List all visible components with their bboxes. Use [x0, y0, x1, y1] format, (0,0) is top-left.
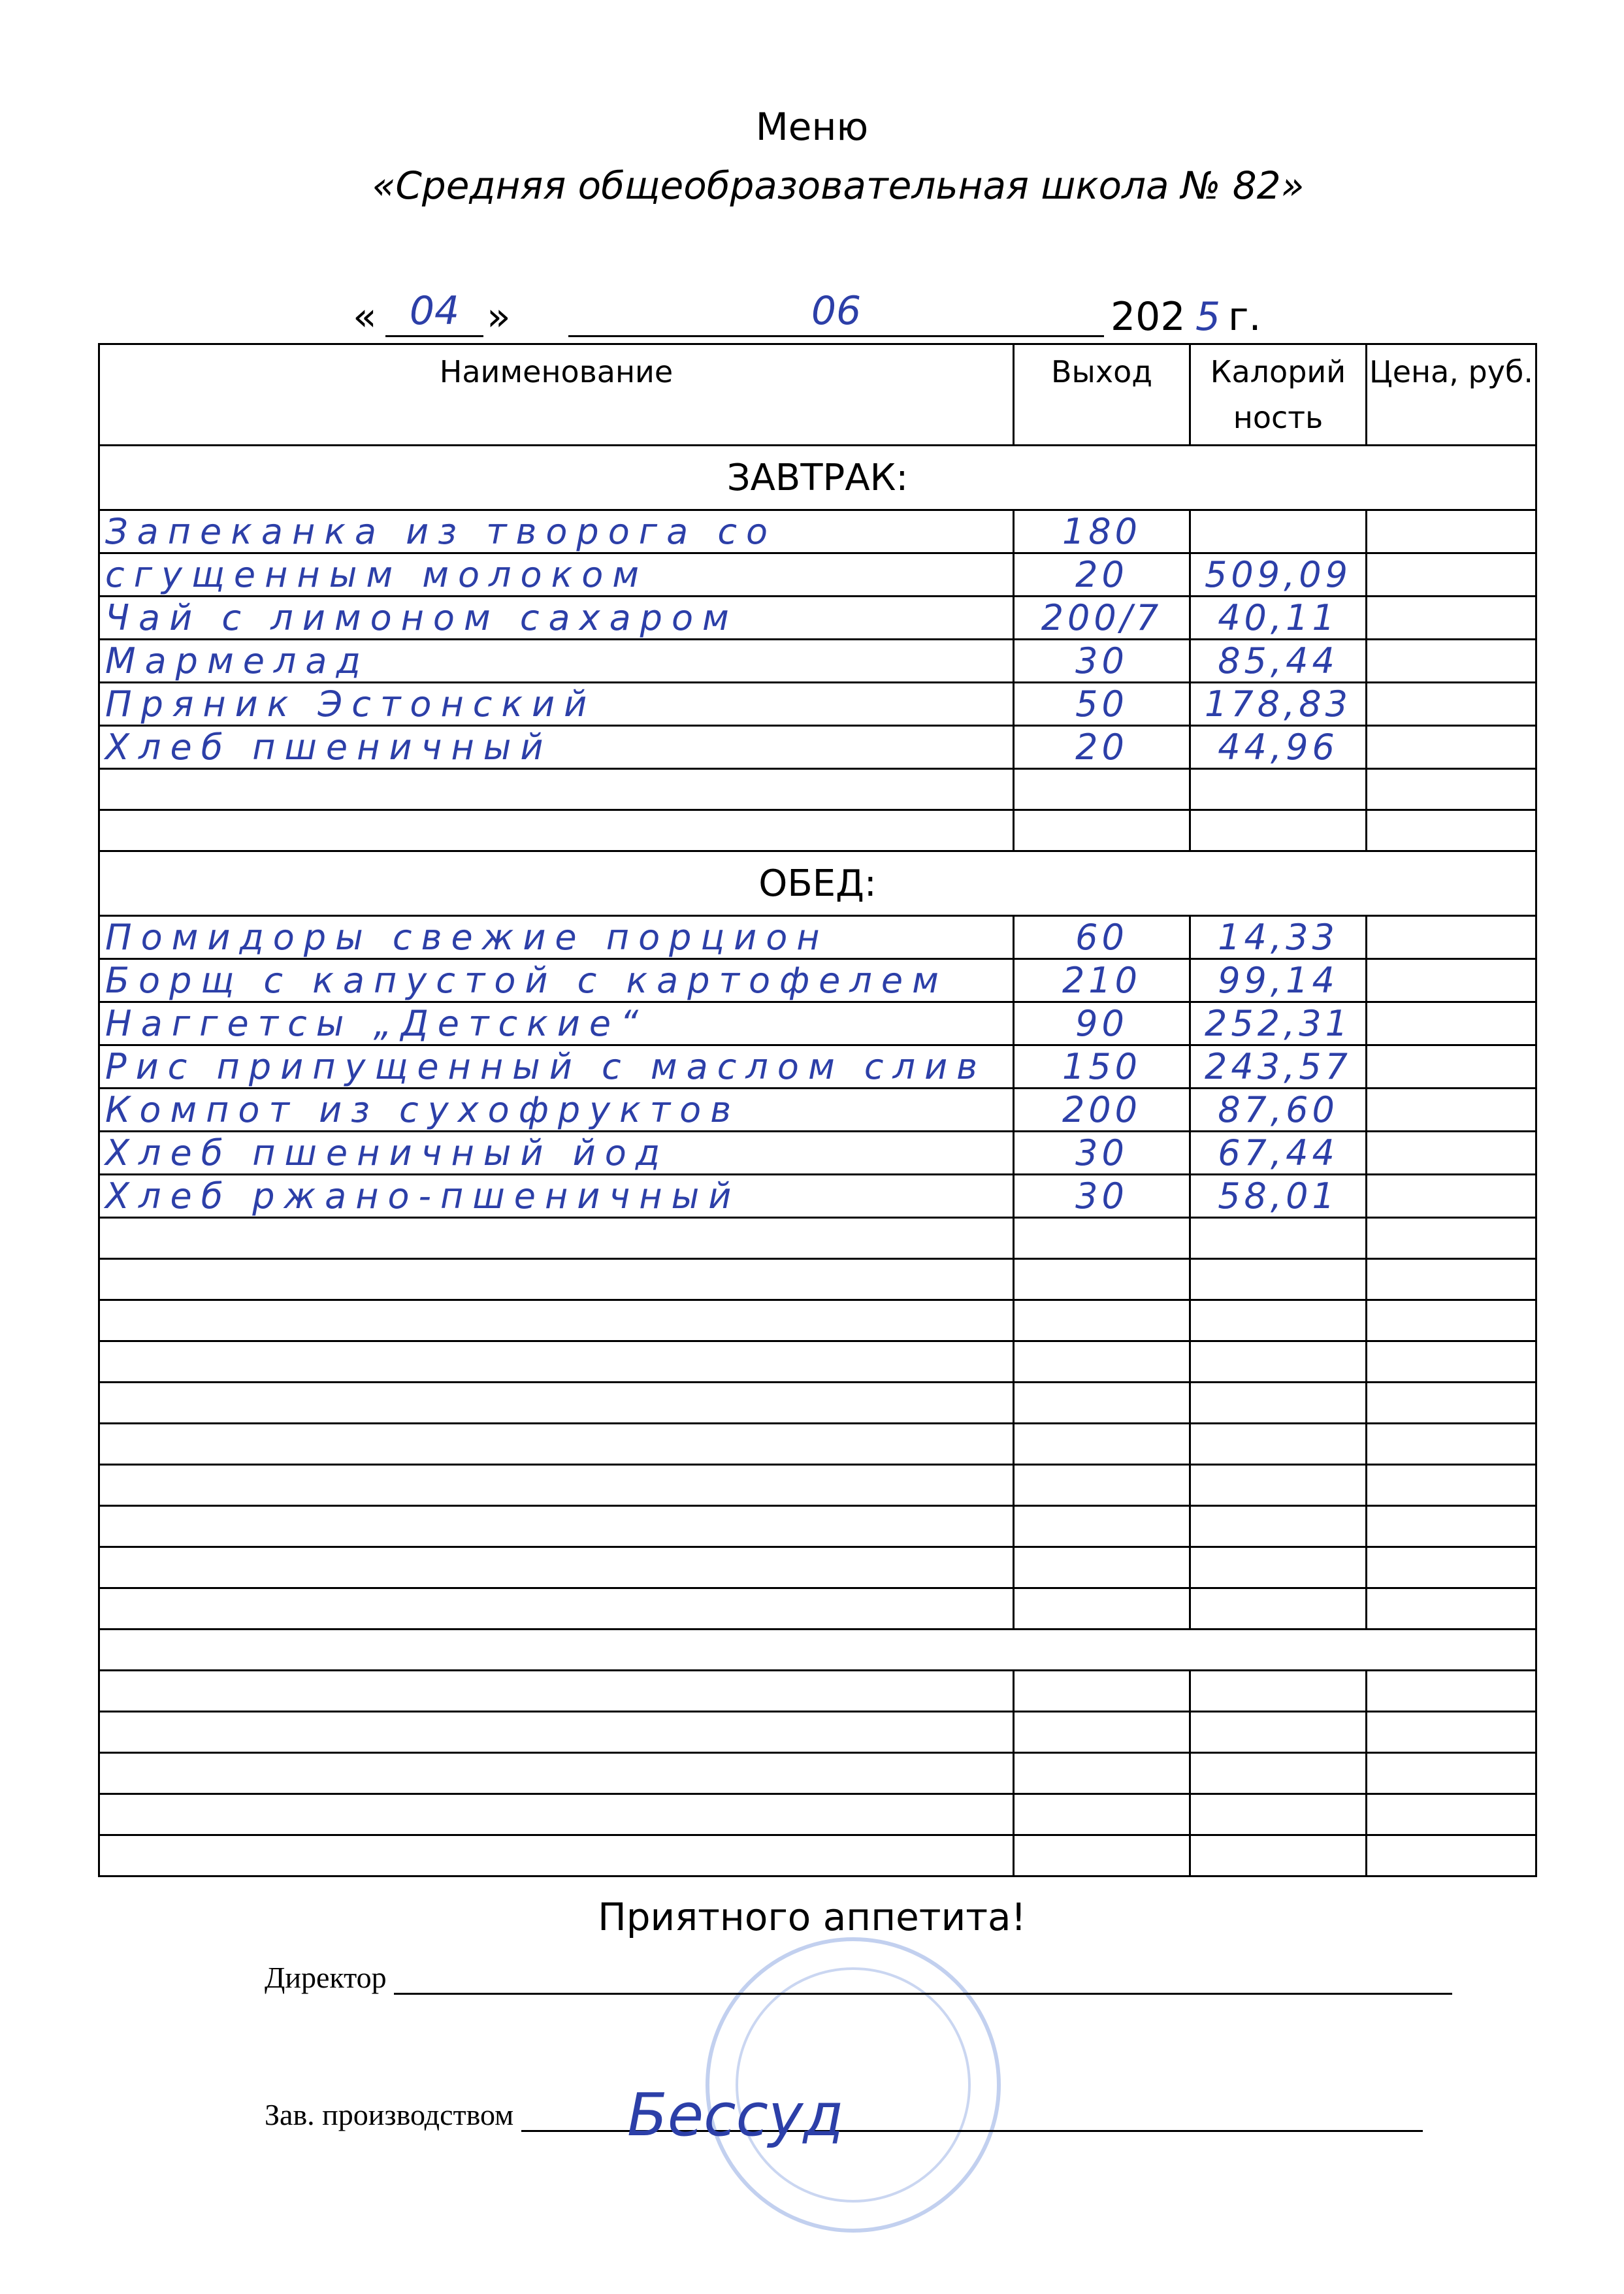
table-row	[99, 1132, 1536, 1175]
dish-name: Хлеб пшеничный йод	[105, 1132, 670, 1173]
empty-row	[99, 1835, 1536, 1876]
empty-row	[99, 1753, 1536, 1794]
menu-title: Меню	[755, 105, 869, 149]
dish-price	[1367, 597, 1536, 640]
dish-name: Чай с лимоном сахаром	[105, 597, 738, 638]
dish-price	[1367, 553, 1536, 597]
signature: Бессуд	[627, 2081, 844, 2150]
table-row	[99, 683, 1536, 726]
dish-price	[1367, 959, 1536, 1002]
date-close-quote: »	[487, 294, 511, 340]
dish-price	[1367, 1089, 1536, 1132]
dish-calories: 14,33	[1218, 917, 1339, 958]
dish-price	[1367, 1132, 1536, 1175]
dish-name: Мармелад	[105, 640, 370, 681]
header-name: Наименование	[99, 344, 1014, 446]
dish-calories: 58,01	[1218, 1175, 1339, 1217]
dish-price	[1367, 640, 1536, 683]
dish-calories: 178,83	[1205, 683, 1352, 725]
dish-name: Борщ с капустой с картофелем	[105, 960, 948, 1001]
dish-output: 200/7	[1041, 597, 1163, 638]
date-day: 04	[409, 288, 460, 334]
dish-calories: 85,44	[1218, 640, 1339, 681]
dish-calories: 509,09	[1205, 554, 1352, 595]
breakfast-heading: ЗАВТРАК:	[99, 446, 1536, 510]
table-row	[99, 640, 1536, 683]
empty-row	[99, 1671, 1536, 1712]
header-calories: Калорий ность	[1190, 344, 1367, 446]
dish-output: 30	[1075, 640, 1128, 681]
table-row	[99, 510, 1536, 553]
dish-name: Компот из сухофруктов	[105, 1089, 741, 1130]
dish-calories: 44,96	[1218, 727, 1339, 768]
table-row	[99, 726, 1536, 769]
header-price: Цена, руб.	[1367, 344, 1536, 446]
director-signature-line	[265, 1960, 1452, 1995]
dish-output: 60	[1075, 917, 1128, 958]
dish-price	[1367, 1045, 1536, 1089]
dish-price	[1367, 1175, 1536, 1218]
dish-calories: 87,60	[1218, 1089, 1339, 1130]
dish-price	[1367, 510, 1536, 553]
table-row	[99, 1089, 1536, 1132]
dish-output: 200	[1062, 1089, 1142, 1130]
date-line	[353, 287, 1280, 346]
dish-price	[1367, 1002, 1536, 1045]
school-name: «Средняя общеобразовательная школа № 82»	[372, 163, 1305, 208]
table-row	[99, 597, 1536, 640]
date-month-field[interactable]	[568, 288, 1104, 337]
date-month: 06	[811, 288, 862, 334]
director-label: Директор	[265, 1961, 387, 1994]
table-row	[99, 916, 1536, 959]
dish-output: 20	[1075, 727, 1128, 768]
dish-calories: 252,31	[1205, 1003, 1352, 1044]
dish-price	[1367, 726, 1536, 769]
dish-calories: 99,14	[1218, 960, 1339, 1001]
dish-output: 20	[1075, 554, 1128, 595]
table-row	[99, 1002, 1536, 1045]
dish-output: 180	[1062, 511, 1142, 552]
empty-row	[99, 1588, 1536, 1630]
empty-row	[99, 1341, 1536, 1383]
empty-row	[99, 1630, 1536, 1671]
empty-row	[99, 1383, 1536, 1424]
dish-name: Хлеб пшеничный	[105, 727, 553, 768]
empty-row	[99, 1547, 1536, 1588]
empty-row	[99, 1259, 1536, 1300]
empty-row	[99, 769, 1536, 810]
table-row	[99, 1175, 1536, 1218]
empty-row	[99, 1712, 1536, 1753]
dish-calories: 40,11	[1218, 597, 1339, 638]
dish-output: 30	[1075, 1132, 1128, 1173]
menu-table	[98, 343, 1537, 1877]
dish-name: сгущенным молоком	[105, 554, 648, 595]
empty-row	[99, 1794, 1536, 1835]
date-year-prefix: 202	[1111, 294, 1186, 340]
dish-price	[1367, 916, 1536, 959]
empty-row	[99, 1218, 1536, 1259]
table-row	[99, 959, 1536, 1002]
dish-name: Рис припущенный с маслом слив	[105, 1046, 986, 1087]
production-label: Зав. производством	[265, 2098, 514, 2131]
date-year-digit: 5	[1195, 294, 1221, 340]
table-row	[99, 553, 1536, 597]
dish-name: Помидоры свежие порцион	[105, 917, 829, 958]
dish-calories: 243,57	[1205, 1046, 1352, 1087]
header-output: Выход	[1014, 344, 1190, 446]
empty-row	[99, 1424, 1536, 1465]
dish-output: 50	[1075, 683, 1128, 725]
dish-output: 150	[1062, 1046, 1142, 1087]
lunch-heading: ОБЕД:	[99, 851, 1536, 916]
date-open-quote: «	[353, 294, 377, 340]
dish-name: Пряник Эстонский	[105, 683, 596, 725]
empty-row	[99, 1300, 1536, 1341]
dish-calories: 67,44	[1218, 1132, 1339, 1173]
empty-row	[99, 1465, 1536, 1506]
director-line[interactable]	[394, 1967, 1452, 1995]
empty-row	[99, 810, 1536, 851]
empty-row	[99, 1506, 1536, 1547]
dish-output: 210	[1062, 960, 1142, 1001]
bon-appetit: Приятного аппетита!	[598, 1895, 1026, 1939]
dish-price	[1367, 683, 1536, 726]
table-row	[99, 1045, 1536, 1089]
dish-output: 30	[1075, 1175, 1128, 1217]
date-year-suffix: г.	[1228, 294, 1261, 340]
dish-output: 90	[1075, 1003, 1128, 1044]
dish-name: Наггетсы „Детские“	[105, 1003, 648, 1044]
date-day-field[interactable]	[385, 288, 483, 337]
dish-name: Хлеб ржано-пшеничный	[105, 1175, 741, 1217]
dish-name: Запеканка из творога со	[105, 511, 777, 552]
